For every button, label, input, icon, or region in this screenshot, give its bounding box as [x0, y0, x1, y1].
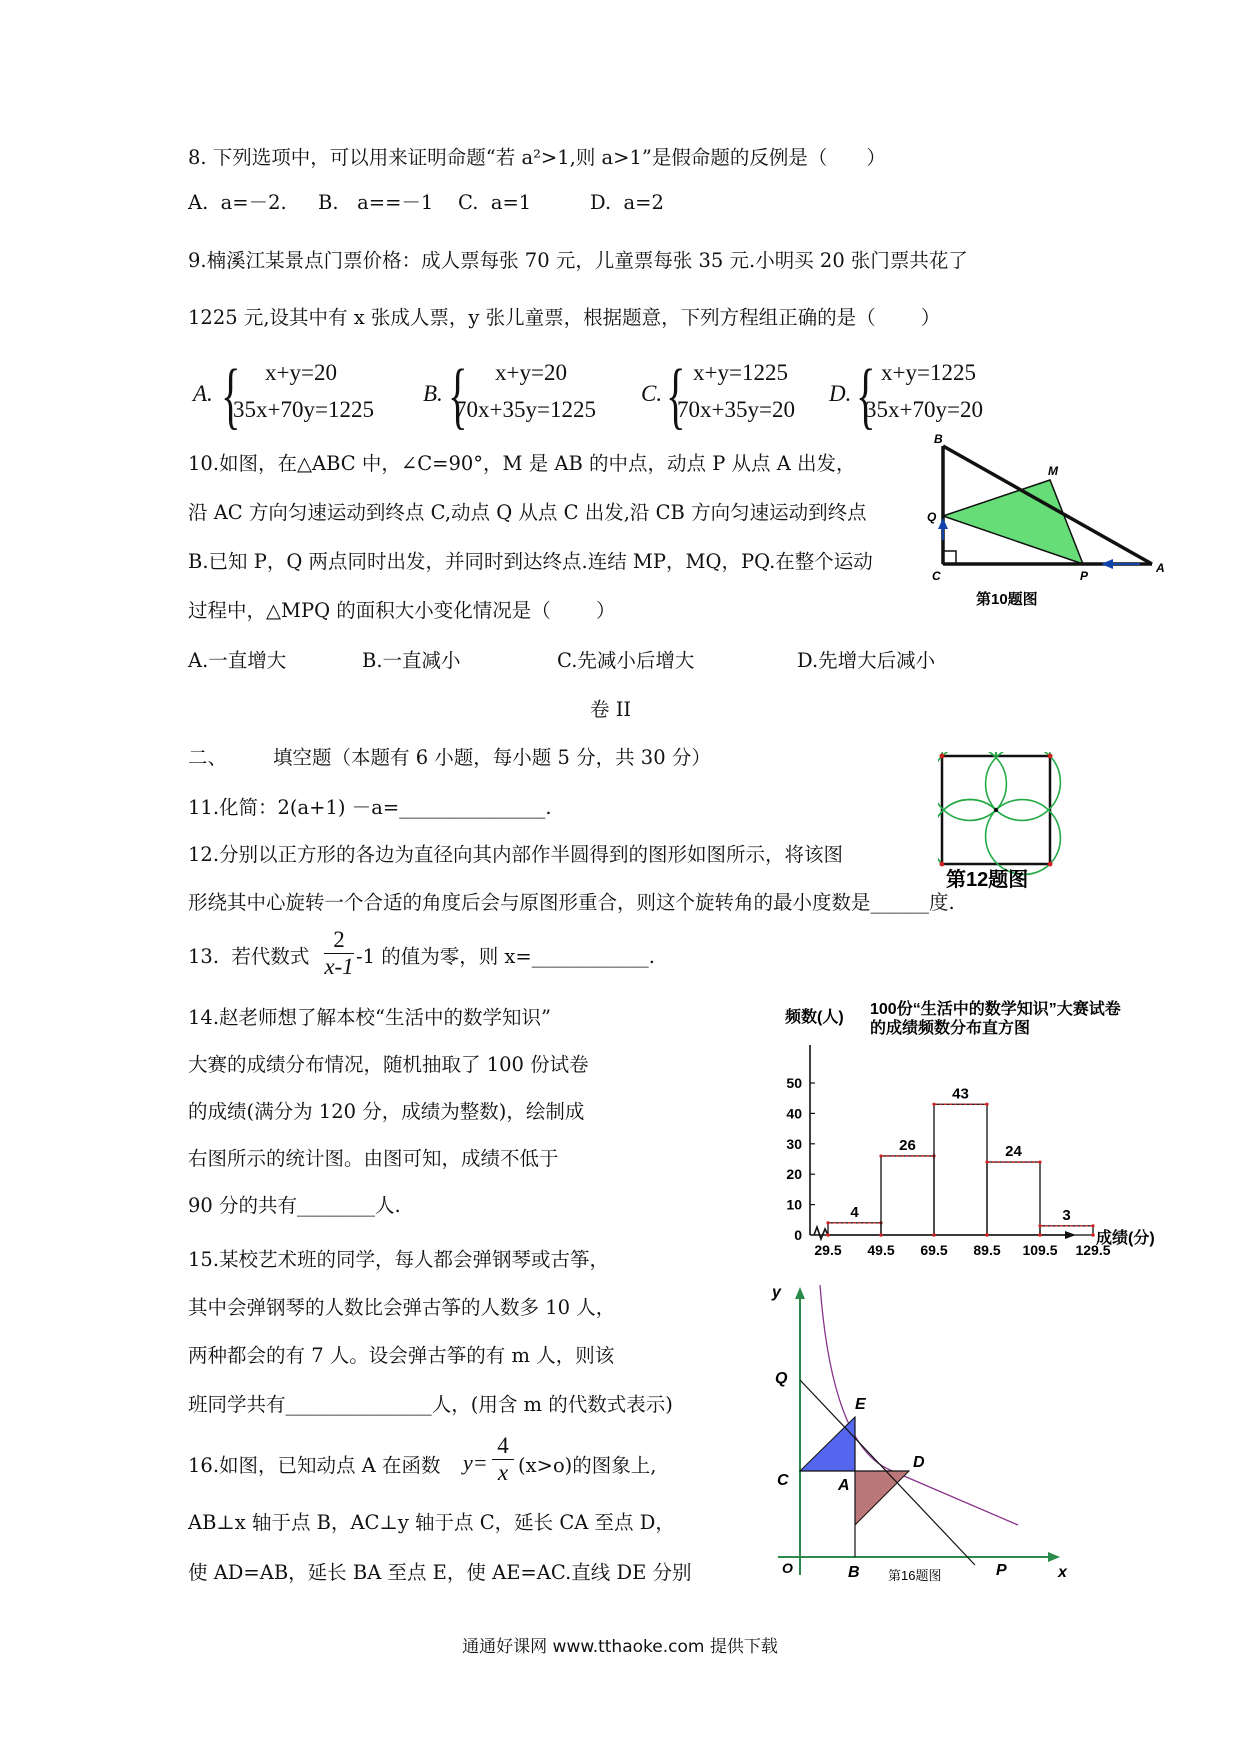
bar-corner-dot [826, 1221, 829, 1224]
q9-equation-2: 35x+70y=20 [865, 397, 983, 422]
q14-histogram [760, 995, 1180, 1295]
q9-equation-1: x+y=1225 [693, 360, 788, 385]
label-p: P [996, 1562, 1007, 1579]
brace-glyph: { [448, 355, 468, 437]
x-edge-dot [826, 1233, 830, 1237]
section-header-text: 填空题（本题有 6 小题，每小题 5 分，共 30 分） [273, 746, 711, 769]
section-header-number: 二、 [188, 746, 228, 769]
q15-line4: 班同学共有_______________人，(用含 m 的代数式表示) [188, 1393, 673, 1416]
q12-line2: 形绕其中心旋转一个合适的角度后会与原图形重合，则这个旋转角的最小度数是______度. [188, 891, 955, 914]
label-o: O [782, 1560, 793, 1576]
label-c: C [777, 1472, 789, 1489]
q9-option-b [423, 355, 628, 440]
label-p: P [1080, 569, 1089, 583]
figure-caption: 第10题图 [976, 591, 1038, 608]
brace-glyph: { [856, 355, 876, 437]
section-title: 卷 II [590, 698, 632, 721]
chart-x-label: 成绩(分) [1096, 1230, 1155, 1247]
fraction-numerator: 4 [497, 1433, 509, 1458]
triangle-cae [800, 1417, 855, 1471]
label-c: C [932, 569, 941, 583]
q9-option-label: D. [829, 381, 852, 406]
x-edge-dot [1038, 1233, 1042, 1237]
fraction-numerator: 2 [333, 927, 345, 952]
q14-line5: 90 分的共有________人. [188, 1194, 401, 1217]
brace-glyph: { [221, 355, 241, 437]
bar-value-label: 24 [1005, 1143, 1022, 1161]
y-tick-label: 20 [786, 1166, 802, 1183]
q8-option-d: D. a=2 [590, 191, 664, 214]
bar-corner-dot [879, 1154, 882, 1157]
chart-y-label: 频数(人) [785, 1009, 844, 1026]
label-a: A [1156, 561, 1165, 575]
q16-line1-prefix: 16.如图，已知动点 A 在函数 [188, 1454, 441, 1477]
q16-line2: AB⊥x 轴于点 B，AC⊥y 轴于点 C，延长 CA 至点 D， [188, 1511, 675, 1534]
bar-corner-dot [1038, 1160, 1041, 1163]
q8-option-b: B. a==－1 [318, 191, 434, 214]
q9-option-label: C. [641, 381, 663, 406]
q9-stem-line2: 1225 元,设其中有 x 张成人票，y 张儿童票，根据题意，下列方程组正确的是（ ） [188, 306, 941, 329]
q8-option-c: C. a=1 [458, 191, 532, 214]
q10-line4: 过程中，△MPQ 的面积大小变化情况是（ ） [188, 599, 616, 622]
q10-option-b: B.一直减小 [362, 649, 461, 672]
label-x: x [1058, 1564, 1067, 1581]
q11-text: 11.化简：2(a+1) －a=_______________. [188, 796, 552, 819]
bar-value-label: 4 [850, 1203, 859, 1221]
label-m: M [1048, 464, 1058, 478]
q13-prefix: 13. 若代数式 [188, 945, 310, 968]
figure-caption: 第16题图 [888, 1568, 942, 1583]
q9-option-a [193, 355, 398, 440]
label-q: Q [775, 1370, 788, 1387]
x-edge-dot [879, 1233, 883, 1237]
bar-value-label: 3 [1062, 1206, 1071, 1224]
label-b: B [848, 1564, 860, 1581]
q14-line4: 右图所示的统计图。由图可知，成绩不低于 [188, 1147, 559, 1170]
label-b: B [934, 432, 943, 446]
q15-line1: 15.某校艺术班的同学，每人都会弹钢琴或古筝， [188, 1248, 610, 1271]
label-y: y [772, 1284, 781, 1301]
x-tick-label: 29.5 [814, 1242, 842, 1258]
page-footer: 通通好课网 www.tthaoke.com 提供下载 [462, 1637, 778, 1657]
q14-line1: 14.赵老师想了解本校“生活中的数学知识” [188, 1006, 551, 1029]
arrow-up-icon [938, 518, 948, 529]
q9-equation-2: 35x+70y=1225 [233, 397, 374, 422]
brace-glyph: { [666, 355, 686, 437]
q9-option-d [829, 355, 1019, 440]
hyperbola-curve [820, 1285, 1018, 1525]
x-edge-dot [932, 1233, 936, 1237]
q12-square-petal-figure [938, 752, 1078, 892]
label-d: D [913, 1454, 925, 1471]
histogram-bar [987, 1162, 1040, 1235]
q13-fraction [324, 927, 354, 980]
q13-suffix: -1 的值为零，则 x=____________. [356, 945, 655, 968]
line-de [800, 1380, 975, 1565]
q16-fraction [492, 1433, 514, 1486]
y-tick-label: 30 [786, 1135, 802, 1152]
x-tick-label: 69.5 [920, 1242, 948, 1258]
q8-option-a: A. a=－2. [188, 191, 287, 214]
bar-corner-dot [1038, 1224, 1041, 1227]
label-q: Q [927, 510, 937, 524]
x-tick-label: 129.5 [1075, 1242, 1111, 1258]
chart-title-line1: 100份“生活中的数学知识”大赛试卷 [870, 1001, 1121, 1018]
x-edge-dot [1091, 1233, 1095, 1237]
triangle-adb [855, 1471, 909, 1525]
q15-line3: 两种都会的有 7 人。设会弹古筝的有 m 人，则该 [188, 1344, 615, 1367]
bar-corner-dot [932, 1103, 935, 1106]
q15-line2: 其中会弹钢琴的人数比会弹古筝的人数多 10 人， [188, 1296, 616, 1319]
x-tick-label: 109.5 [1022, 1242, 1058, 1258]
label-e: E [855, 1396, 866, 1413]
q9-equation-1: x+y=1225 [881, 360, 976, 385]
x-tick-label: 89.5 [973, 1242, 1001, 1258]
bar-corner-dot [985, 1103, 988, 1106]
fraction-denominator: x [497, 1460, 509, 1485]
q12-line1: 12.分别以正方形的各边为直径向其内部作半圆得到的图形如图所示，将该图 [188, 843, 844, 866]
bar-corner-dot [1091, 1224, 1094, 1227]
q9-equation-1: x+y=20 [495, 360, 567, 385]
q10-option-c: C.先减小后增大 [557, 649, 695, 672]
q8-stem: 8. 下列选项中，可以用来证明命题“若 a²>1,则 a>1”是假命题的反例是（ ） [188, 146, 886, 169]
q9-equation-2: 70x+35y=1225 [455, 397, 596, 422]
chart-title-line2: 的成绩频数分布直方图 [870, 1020, 1031, 1037]
bar-value-label: 26 [899, 1136, 916, 1154]
x-tick-label: 49.5 [867, 1242, 895, 1258]
q16-line1-suffix: (x>o)的图象上, [518, 1454, 657, 1477]
q10-line1: 10.如图，在△ABC 中，∠C=90°，M 是 AB 的中点，动点 P 从点 A 出发， [188, 452, 856, 475]
x-edge-dot [985, 1233, 989, 1237]
q9-stem-line1: 9.楠溪江某景点门票价格：成人票每张 70 元，儿童票每张 35 元.小明买 20 张门票共花了 [188, 249, 968, 272]
q14-line3: 的成绩(满分为 120 分，成绩为整数)，绘制成 [188, 1100, 585, 1123]
histogram-bar [828, 1223, 881, 1235]
q16-coordinate-figure [770, 1275, 1080, 1585]
y-tick-label: 10 [786, 1196, 802, 1213]
arrow-left-icon [1101, 559, 1113, 569]
label-a: A [838, 1477, 850, 1494]
bar-corner-dot [985, 1160, 988, 1163]
q14-line2: 大赛的成绩分布情况，随机抽取了 100 份试卷 [188, 1053, 589, 1076]
x-axis-arrow-icon [1048, 1552, 1060, 1562]
triangle-mpq [943, 480, 1083, 564]
q16-line3: 使 AD=AB，延长 BA 至点 E，使 AE=AC.直线 DE 分别 [188, 1561, 692, 1584]
q10-option-a: A.一直增大 [188, 649, 287, 672]
y-tick-label: 0 [794, 1227, 802, 1243]
histogram-bar [881, 1156, 934, 1235]
q10-line3: B.已知 P，Q 两点同时出发，并同时到达终点.连结 MP，MQ，PQ.在整个运动 [188, 550, 873, 573]
figure-caption: 第12题图 [946, 869, 1029, 891]
q9-option-c [641, 355, 831, 440]
y-tick-label: 50 [786, 1075, 802, 1091]
q10-option-d: D.先增大后减小 [797, 649, 936, 672]
y-tick-label: 40 [786, 1105, 802, 1122]
q9-equation-1: x+y=20 [265, 360, 337, 385]
q9-equation-2: 70x+35y=20 [677, 397, 795, 422]
q10-triangle-figure [920, 430, 1180, 615]
y-axis-arrow-icon [795, 1287, 805, 1299]
axis-break [814, 1227, 828, 1239]
q16-function-y: y= [463, 1450, 488, 1475]
fraction-denominator: x-1 [324, 954, 354, 979]
bar-value-label: 43 [952, 1085, 969, 1103]
q10-line2: 沿 AC 方向匀速运动到终点 C,动点 Q 从点 C 出发,沿 CB 方向匀速运动到终点 [188, 501, 867, 524]
q9-option-label: A. [193, 381, 213, 406]
histogram-bar [934, 1104, 987, 1235]
q9-option-label: B. [423, 381, 443, 406]
